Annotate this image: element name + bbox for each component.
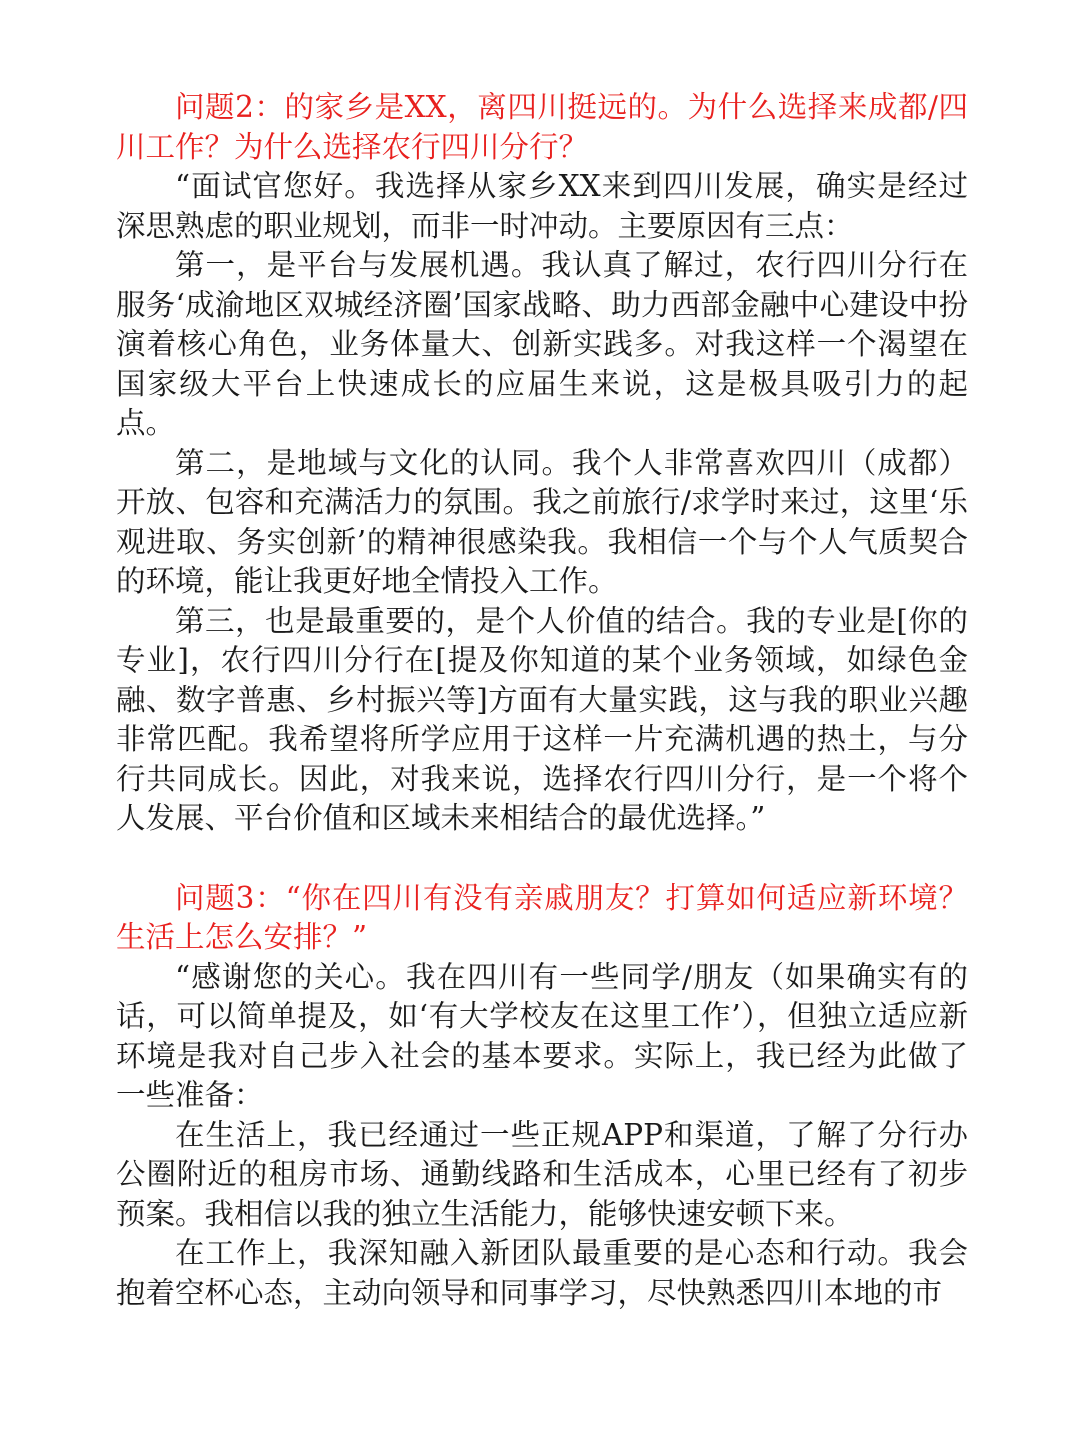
question-2-heading: 问题2：的家乡是XX，离四川挺远的。为什么选择来成都/四川工作？为什么选择农行四川分行？ [116, 90, 968, 164]
document-body [116, 88, 968, 1313]
answer-2-intro: “面试官您好。我选择从家乡XX来到四川发展，确实是经过深思熟虑的职业规划，而非一时冲动。主要原因有三点： [116, 169, 968, 243]
section-spacer [116, 839, 968, 879]
answer-2-point-3: 第三，也是最重要的，是个人价值的结合。我的专业是[你的专业]，农行四川分行在[提及你知道的某个业务领域，如绿色金融、数字普惠、乡村振兴等]方面有大量实践，这与我的职业兴趣非常匹配。我希望将所学应用于这样一片充满机遇的热土，与分行共同成长。因此，对我来说，选择农行四川分行，是一个将个人发展、平台价值和区域未来相结合的最优选择。” [116, 603, 968, 835]
answer-3-work: 在工作上，我深知融入新团队最重要的是心态和行动。我会抱着空杯心态，主动向领导和同事学习，尽快熟悉四川本地的市 [116, 1236, 968, 1310]
answer-2-point-1: 第一，是平台与发展机遇。我认真了解过，农行四川分行在服务‘成渝地区双城经济圈’国家战略、助力西部金融中心建设中扮演着核心角色，业务体量大、创新实践多。对我这样一个渴望在国家级大平台上快速成长的应届生来说，这是极具吸引力的起点。 [116, 248, 968, 440]
answer-3-intro: “感谢您的关心。我在四川有一些同学/朋友（如果确实有的话，可以简单提及，如‘有大学校友在这里工作’），但独立适应新环境是我对自己步入社会的基本要求。实际上，我已经为此做了一些准备： [116, 959, 968, 1112]
answer-3-life: 在生活上，我已经通过一些正规APP和渠道，了解了分行办公圈附近的租房市场、通勤线路和生活成本，心里已经有了初步预案。我相信以我的独立生活能力，能够快速安顿下来。 [116, 1117, 968, 1231]
answer-2-point-2: 第二，是地域与文化的认同。我个人非常喜欢四川（成都）开放、包容和充满活力的氛围。我之前旅行/求学时来过，这里‘乐观进取、务实创新’的精神很感染我。我相信一个与个人气质契合的环境，能让我更好地全情投入工作。 [116, 445, 968, 598]
question-3-heading: 问题3：“你在四川有没有亲戚朋友？打算如何适应新环境？生活上怎么安排？” [116, 880, 968, 954]
